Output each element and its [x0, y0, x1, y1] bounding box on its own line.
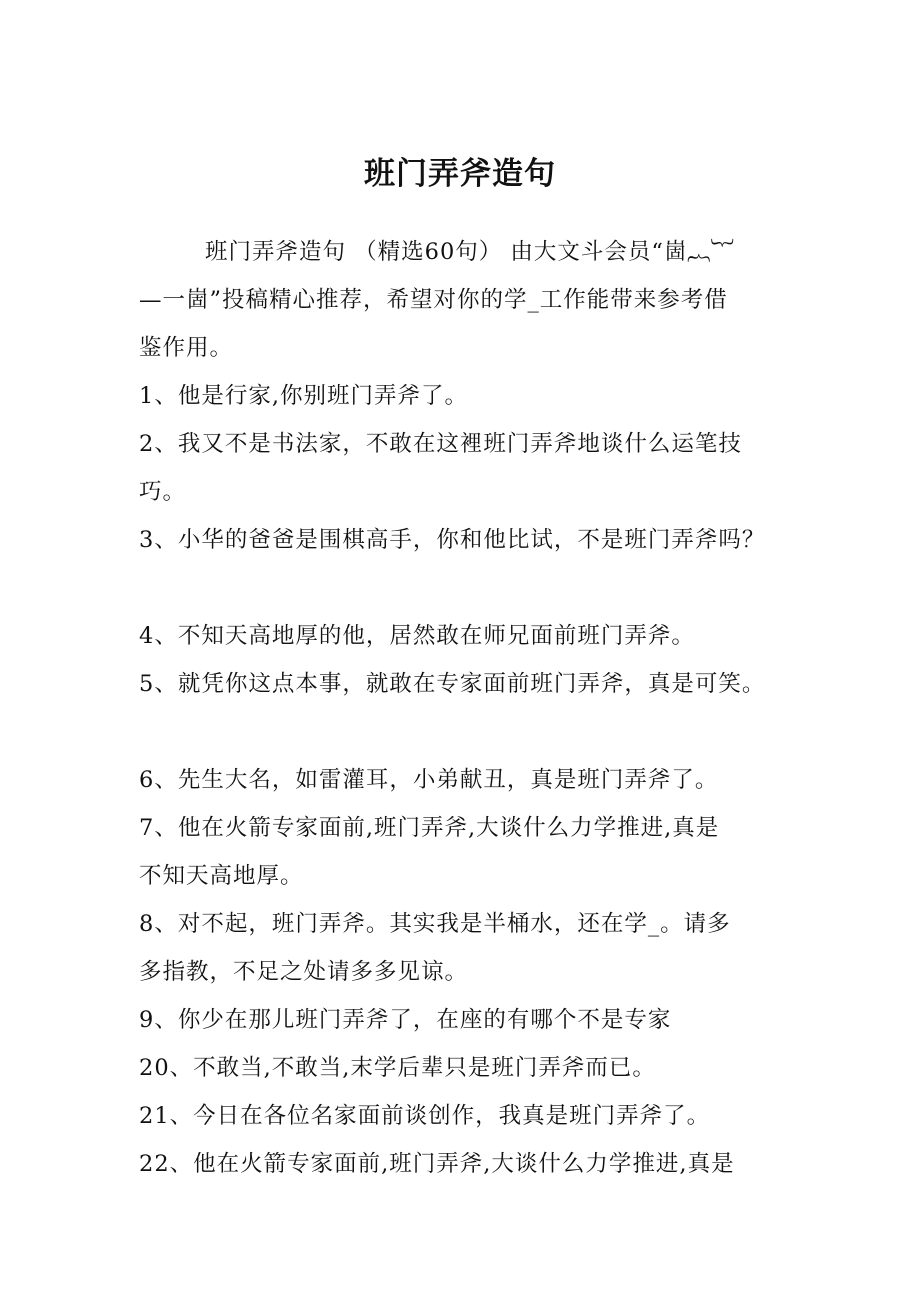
sentence-7-line-1: 7、他在火箭专家面前,班门弄斧,大谈什么力学推进,真是 [139, 815, 720, 841]
sentence-4: 4、不知天高地厚的他，居然敢在师兄面前班门弄斧。 [139, 623, 695, 649]
intro-line-3: 鉴作用。 [139, 335, 234, 361]
sentence-8-line-2: 多指教，不足之处请多多见谅。 [139, 959, 469, 985]
sentence-5: 5、就凭你这点本事，就敢在专家面前班门弄斧，真是可笑。 [139, 671, 766, 697]
sentence-9: 9、你少在那儿班门弄斧了，在座的有哪个不是专家 [139, 1007, 672, 1033]
sentence-22: 22、他在火箭专家面前,班门弄斧,大谈什么力学推进,真是 [139, 1151, 735, 1177]
sentence-2-line-1: 2、我又不是书法家，不敢在这裡班门弄斧地谈什么运笔技 [139, 431, 742, 457]
sentence-21: 21、今日在各位名家面前谈创作，我真是班门弄斧了。 [139, 1103, 711, 1129]
paragraph-gap [139, 564, 799, 612]
paragraph-gap [139, 708, 799, 756]
sentence-7-line-2: 不知天高地厚。 [139, 863, 304, 889]
sentence-3: 3、小华的爸爸是围棋高手，你和他比试，不是班门弄斧吗？ [139, 527, 766, 553]
document-body [139, 228, 799, 1188]
document-title: 班门弄斧造句 [364, 156, 556, 192]
sentence-2-line-2: 巧。 [139, 479, 187, 505]
sentence-6: 6、先生大名，如雷灌耳，小弟献丑，真是班门弄斧了。 [139, 767, 719, 793]
sentence-20: 20、不敢当,不敢当,末学后辈只是班门弄斧而已。 [139, 1055, 656, 1081]
sentence-1: 1、他是行家,你别班门弄斧了。 [139, 383, 468, 409]
intro-line-2: —一崮”投稿精心推荐，希望对你的学_工作能带来参考借 [139, 287, 728, 313]
sentence-8-line-1: 8、对不起，班门弄斧。其实我是半桶水，还在学_。请多 [139, 911, 731, 937]
intro-line-1: 班门弄斧造句 （精选60句） 由大文斗会员“崮︷︸ [205, 239, 735, 265]
